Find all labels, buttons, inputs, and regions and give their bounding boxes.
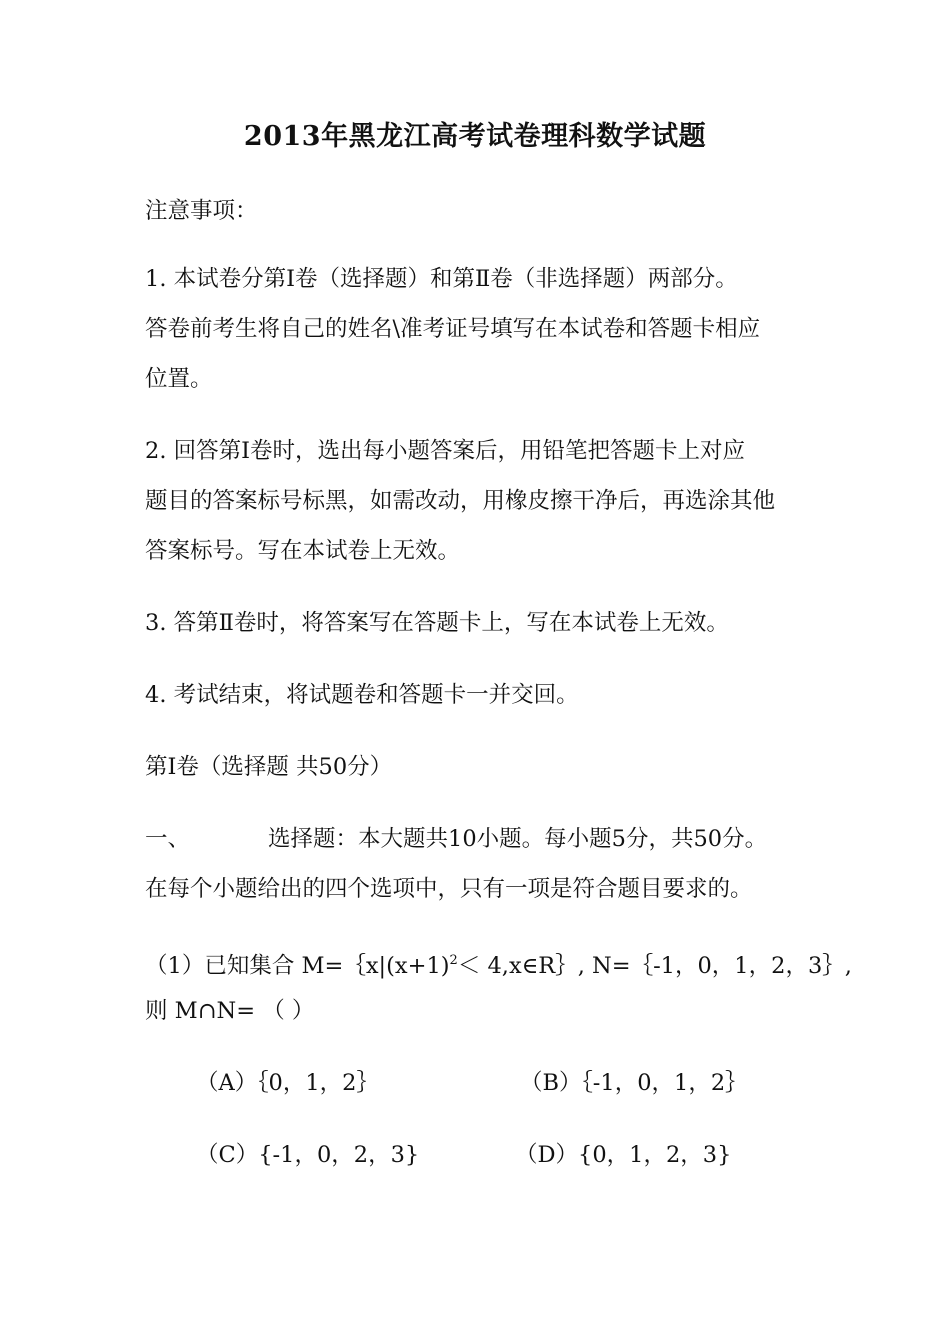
notice-item-2-line-3: 答案标号。写在本试卷上无效。	[145, 538, 461, 564]
question-1-stem-b: ＜ 4,x∈R｝, N=｛-1，0，1，2，3｝,	[457, 953, 852, 979]
option-c: （C）{-1，0，2，3}	[196, 1142, 420, 1168]
notice-item-1-line-3: 位置。	[145, 366, 213, 392]
exam-title: 2013年黑龙江高考试卷理科数学试题	[243, 121, 707, 152]
option-d: （D）{0，1，2，3}	[515, 1142, 732, 1168]
part-1-heading: 第Ⅰ卷（选择题 共50分）	[145, 754, 393, 780]
question-1-stem	[145, 945, 852, 982]
notice-item-1-line-1: 1. 本试卷分第Ⅰ卷（选择题）和第Ⅱ卷（非选择题）两部分。	[145, 266, 738, 292]
notice-item-2-line-2: 题目的答案标号标黑，如需改动，用橡皮擦干净后，再选涂其他	[145, 488, 776, 514]
notice-item-1-line-2: 答卷前考生将自己的姓名\准考证号填写在本试卷和答题卡相应	[145, 316, 761, 342]
notice-item-4: 4. 考试结束，将试题卷和答题卡一并交回。	[145, 682, 579, 708]
exponent: 2	[449, 953, 458, 968]
notice-heading: 注意事项：	[145, 198, 258, 224]
section-number: 一、	[145, 826, 191, 852]
question-1-stem-a: （1）已知集合 M=｛x|(x+1)	[145, 953, 450, 979]
section-line-1: 选择题：本大题共10小题。每小题5分，共50分。	[268, 826, 768, 852]
option-a: （A）｛0，1，2｝	[196, 1070, 379, 1096]
section-line-2: 在每个小题给出的四个选项中，只有一项是符合题目要求的。	[145, 876, 753, 902]
notice-item-3: 3. 答第Ⅱ卷时，将答案写在答题卡上，写在本试卷上无效。	[145, 610, 729, 636]
question-1-stem-line-2: 则 M∩N= （ ）	[145, 998, 315, 1024]
notice-item-2-line-1: 2. 回答第Ⅰ卷时，选出每小题答案后，用铅笔把答题卡上对应	[145, 438, 746, 464]
option-b: （B）｛-1，0，1，2｝	[520, 1070, 748, 1096]
